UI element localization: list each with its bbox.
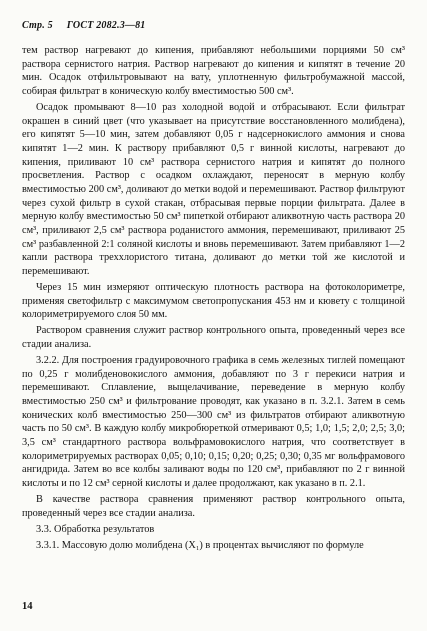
header-standard: ГОСТ 2082.3—81 [66,20,146,31]
paragraph-7: 3.3.1. Массовую долю молибдена (X₁) в процентах вычисляют по формуле [36,539,364,551]
paragraph-1: тем раствор нагревают до кипения, прибавляют небольшими порциями 50 см³ раствора сернистого натрия. Раствор нагревают до кипения и кипятят в течение 20 мин. Осадок отфильтровывают на вату, уплотненную фильтробумажной массой, собирая фильтрат в коническую колбу вместимостью 500 см³. [22,45,405,97]
paragraph-5: 3.2.2. Для построения градуировочного графика в семь железных тиглей помещают по 0,25 г молибденовокислого аммония, добавляют по 3 г перекиси натрия и перемешивают. Сплавление, выщелачивание, переведение в мерную колбу вместимостью 250 см³ и фильтрование проводят, как указано в п. 3.2.1. Затем в семь конических колб вместимостью 250—300 см³ из фильтратов отбирают аликвотную часть по 50 см³. В каждую колбу микробюреткой отмеривают 0,5; 1,0; 1,5; 2,0; 2,5; 3,0; 3,5 см³ стандартного раствора вольфрамовокислого натрия, что соответствует в колориметрируемых растворах 0,05; 0,10; 0,15; 0,20; 0,25; 0,30; 0,35 мг вольфрамового ангидрида. Затем во все колбы заливают воды по 120 см³, прибавляют по 2 г винной кислоты и по 12 см³ серной кислоты и далее продолжают, как указано в п. 2.1. [22,355,405,489]
page-number: 14 [22,601,33,612]
paragraph-3: Через 15 мин измеряют оптическую плотность раствора на фотоколориметре, применяя светофильтр с максимумом светопропускания 453 нм и кювету с толщиной колориметрируемого слоя 50 мм. [22,281,405,321]
paragraph-4: Раствором сравнения служит раствор контрольного опыта, проведенный через все стадии анализа. [22,325,405,350]
body-text [22,44,405,552]
paragraph-6: В качестве раствора сравнения применяют раствор контрольного опыта, проведенный через все стадии анализа. [22,493,405,519]
running-header [22,20,146,31]
section-heading: 3.3. Обработка результатов [36,523,155,535]
paragraph-2: Осадок промывают 8—10 раз холодной водой и отбрасывают. Если фильтрат окрашен в синий цвет (что указывает на присутствие восстановленного молибдена), его кипятят 5—10 мин, затем добавляют 0,05 г надсернокислого аммония и снова кипятят 1—2 мин. К раствору прибавляют 0,5 г винной кислоты, нагревают до кипения, приливают 10 см³ раствора сернистого натрия и кипятят до полного просветления. Раствор с осадком охлаждают, переносят в мерную колбу вместимостью 200 см³, доливают до метки водой и перемешивают. Раствор фильтруют через сухой фильтр в сухой стакан, отбрасывая первые порции фильтрата. Далее в мерную колбу вместимостью 50 см³ пипеткой отбирают аликвотную часть раствора 20 см³, приливают 2,5 см³ раствора роданистого аммония, перемешивают, приливают 25 см³ разбавленной 2:1 соляной кислоты и вновь перемешивают. Затем прибавляют 1—2 капли раствора треххлористого титана, доливают до метки той же кислотой и перемешивают. [22,102,405,277]
header-page-label: Стр. 5 [22,20,53,31]
